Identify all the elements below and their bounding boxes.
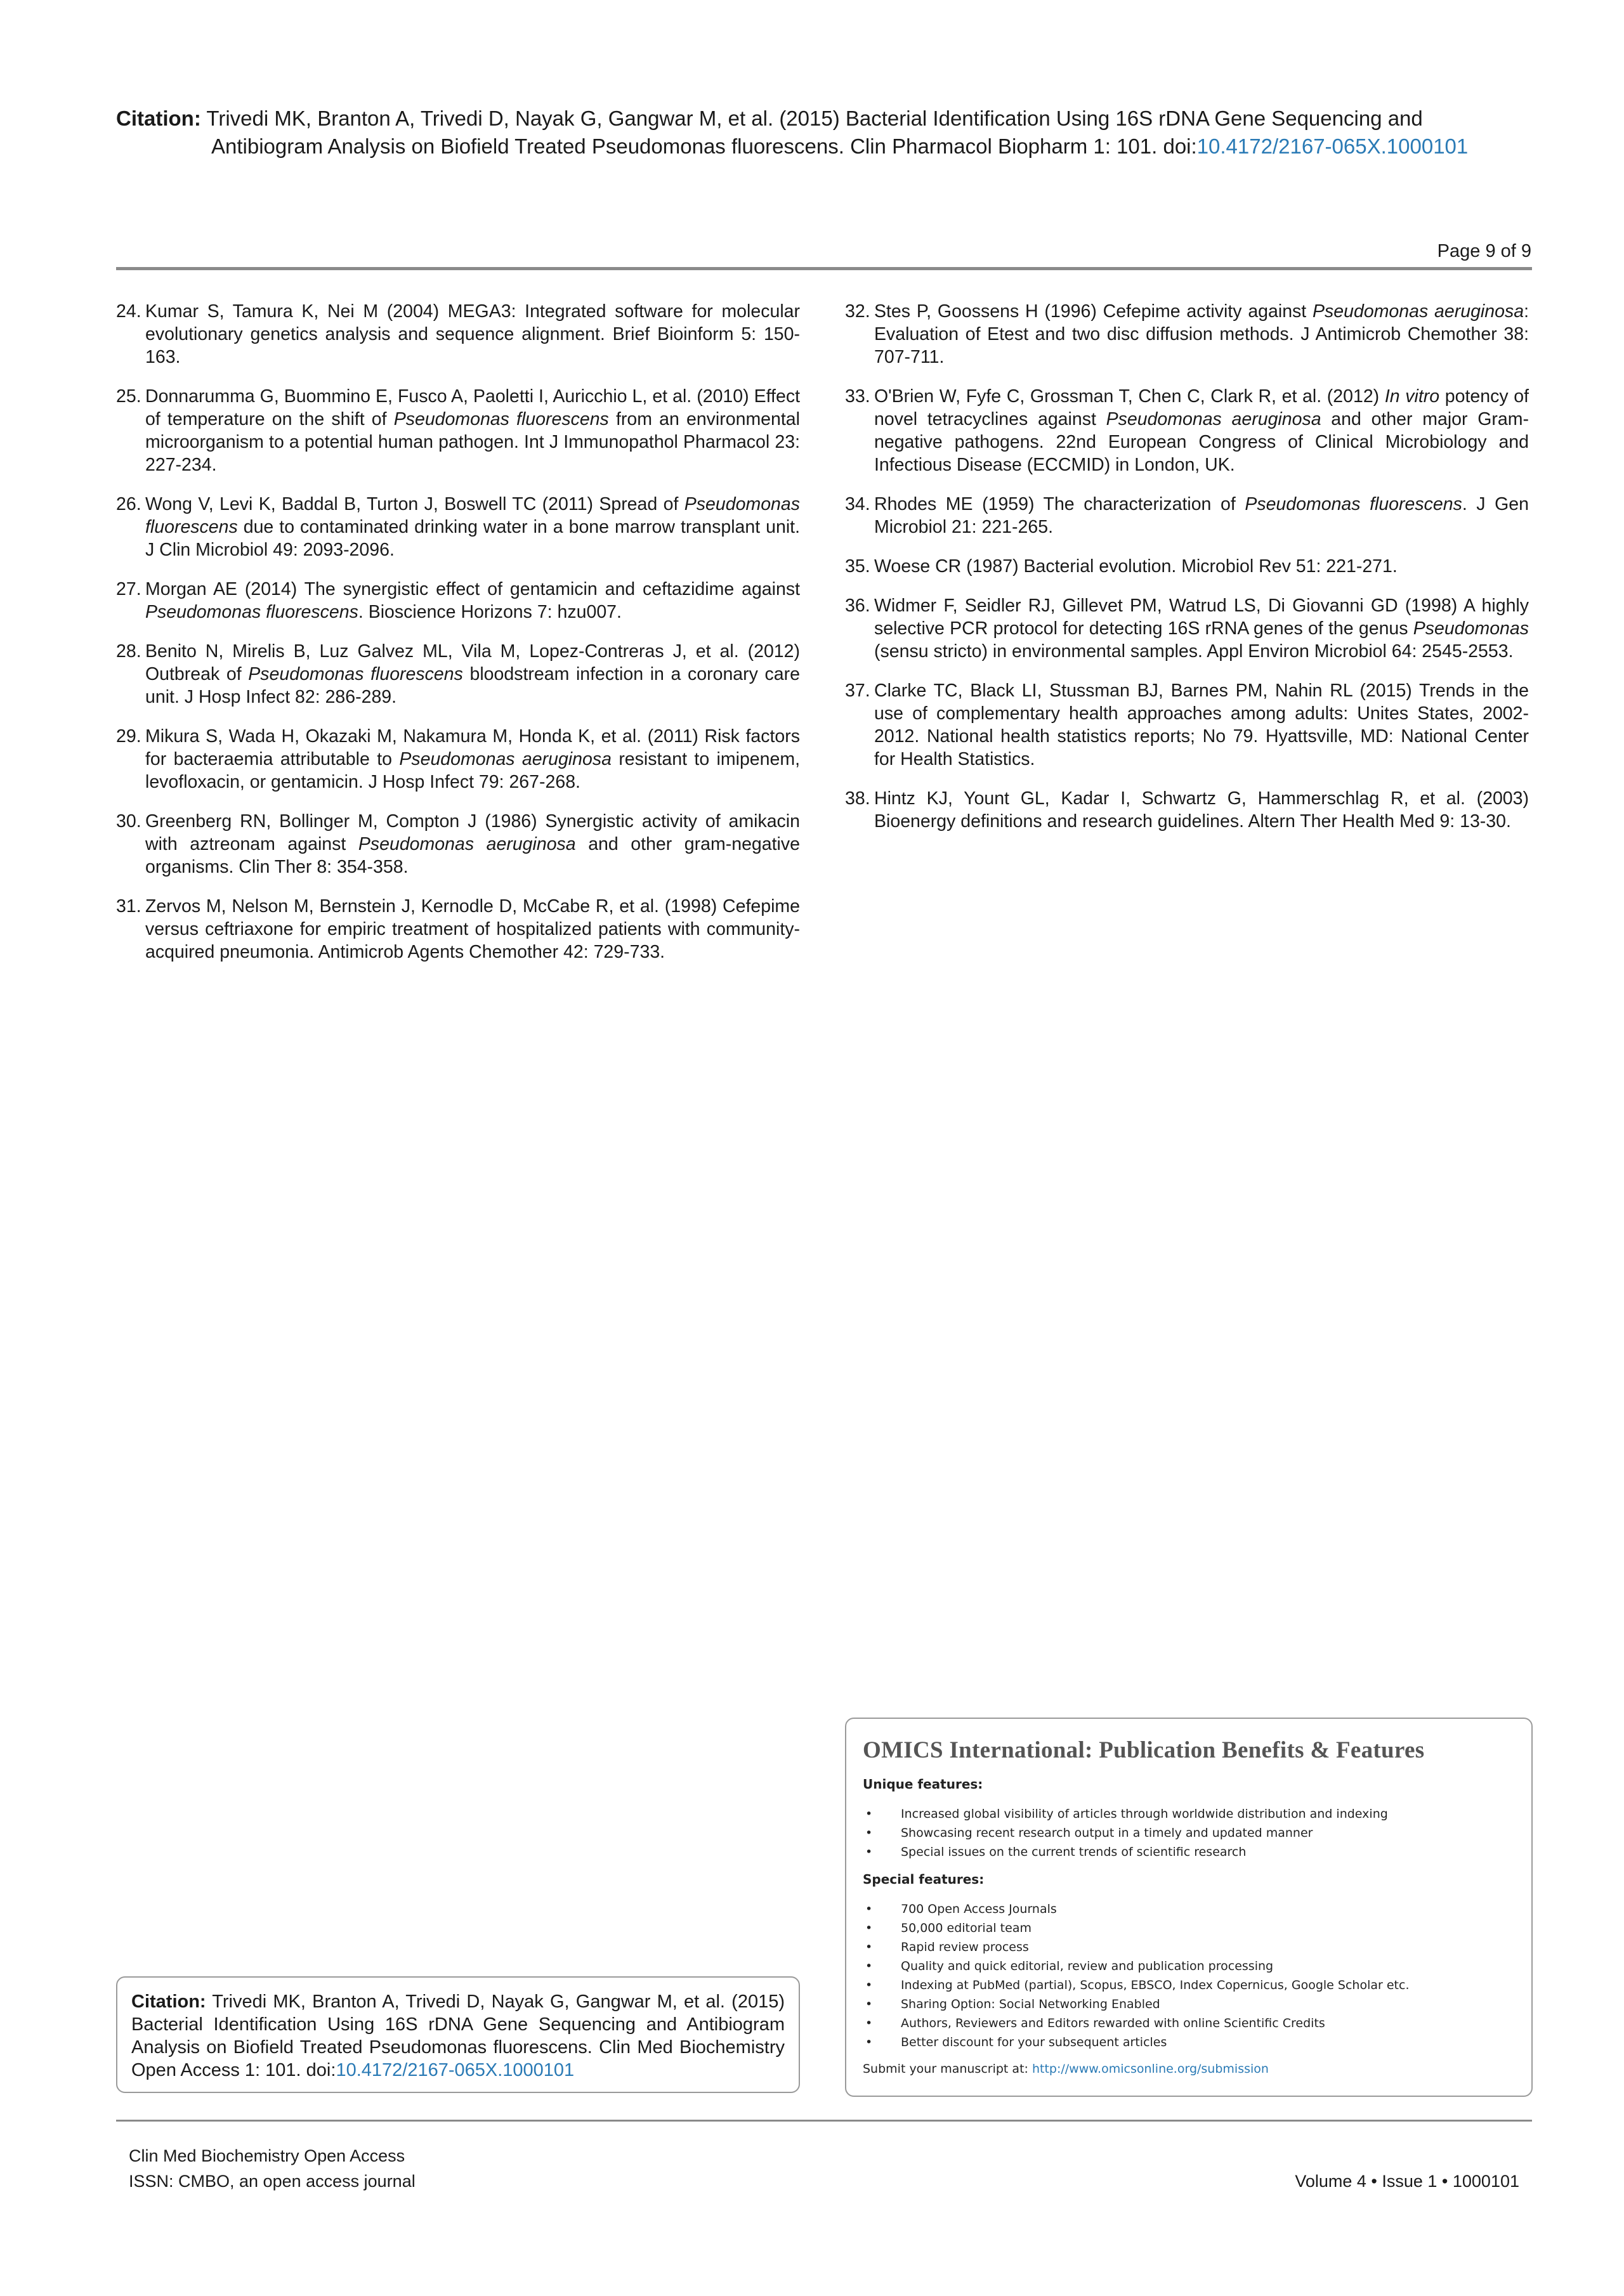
reference-text [145, 640, 800, 708]
reference-text [145, 385, 800, 476]
reference-number: 36. [845, 596, 870, 616]
feature-text: Special issues on the current trends of scientific research [901, 1845, 1247, 1859]
omics-benefits-box [845, 1718, 1533, 2097]
bullet-icon: • [865, 1902, 873, 1916]
reference-fragment: from an environmental microorganism to a potential human pathogen. Int J Immunopathol Pharmacol 23: 227-234. [145, 409, 800, 475]
feature-text: Better discount for your subsequent articles [901, 2035, 1167, 2049]
reference-fragment: : Evaluation of Etest and two disc diffusion methods. J Antimicrob Chemother 38: 707-711. [874, 301, 1529, 367]
reference-text [145, 578, 800, 623]
bullet-icon: • [865, 1997, 873, 2011]
species-name: Pseudomonas [1413, 618, 1529, 639]
reference-item [845, 385, 1529, 476]
reference-item [116, 493, 800, 561]
reference-item [116, 385, 800, 476]
reference-fragment: Widmer F, Seidler RJ, Gillevet PM, Watrud LS, Di Giovanni GD (1998) A highly selective PCR protocol for detecting 16S rRNA genes of the genus [874, 596, 1529, 639]
reference-text [874, 594, 1529, 663]
reference-fragment: Rhodes ME (1959) The characterization of [874, 494, 1245, 514]
submit-manuscript [863, 2062, 1515, 2076]
species-name: Pseudomonas fluorescens [393, 409, 609, 429]
feature-item [863, 2033, 1515, 2052]
reference-item [116, 810, 800, 878]
reference-item [845, 679, 1529, 771]
feature-item [863, 2014, 1515, 2033]
reference-text [145, 493, 800, 561]
reference-number: 34. [845, 494, 870, 514]
reference-fragment: . Bioscience Horizons 7: hzu007. [358, 602, 622, 622]
reference-fragment: O'Brien W, Fyfe C, Grossman T, Chen C, Clark R, et al. (2012) [874, 386, 1385, 407]
reference-text [874, 385, 1529, 476]
reference-fragment: Greenberg RN, Bollinger M, Compton J (1986) Synergistic activity of amikacin with aztreonam against [145, 811, 800, 854]
species-name: In vitro [1384, 386, 1440, 407]
reference-fragment: Stes P, Goossens H (1996) Cefepime activity against [874, 301, 1313, 322]
feature-text: 700 Open Access Journals [901, 1902, 1057, 1916]
reference-item [845, 555, 1529, 578]
citation-box-label: Citation: [131, 1992, 206, 2012]
reference-fragment: Mikura S, Wada H, Okazaki M, Nakamura M, Honda K, et al. (2011) Risk factors for bacteraemia attributable to [145, 726, 800, 769]
species-name: Pseudomonas fluorescens [248, 664, 463, 684]
reference-fragment: and other major Gram-negative pathogens. 22nd European Congress of Clinical Microbiology and Infectious Disease (ECCMID) in London, UK. [874, 409, 1529, 475]
footer-divider [116, 2120, 1532, 2122]
feature-text: Showcasing recent research output in a timely and updated manner [901, 1826, 1313, 1840]
reference-fragment: bloodstream infection in a coronary care unit. J Hosp Infect 82: 286-289. [145, 664, 800, 707]
reference-fragment: . J Gen Microbiol 21: 221-265. [874, 494, 1529, 537]
reference-number: 31. [116, 896, 141, 916]
feature-item [863, 1900, 1515, 1919]
citation-label: Citation: [116, 107, 201, 130]
species-name: Pseudomonas fluorescens [145, 494, 800, 537]
bullet-icon: • [865, 1807, 873, 1821]
feature-text: Rapid review process [901, 1940, 1029, 1954]
reference-fragment: Clarke TC, Black LI, Stussman BJ, Barnes PM, Nahin RL (2015) Trends in the use of complementary health approaches among adults: Unites States, 2002-2012. National health statistics reports; No 79. Hyattsville, MD: National Center for Health Statistics. [874, 681, 1529, 769]
reference-fragment: (sensu stricto) in environmental samples. Appl Environ Microbiol 64: 2545-2553. [874, 641, 1514, 662]
reference-text [145, 725, 800, 793]
page-number: Page 9 of 9 [1437, 241, 1531, 261]
citation-box [116, 1976, 800, 2093]
bullet-icon: • [865, 2016, 873, 2030]
bullet-icon: • [865, 2035, 873, 2049]
reference-number: 30. [116, 811, 141, 832]
reference-text [874, 300, 1529, 369]
reference-fragment: Wong V, Levi K, Baddal B, Turton J, Boswell TC (2011) Spread of [145, 494, 684, 514]
feature-item [863, 1995, 1515, 2014]
bullet-icon: • [865, 1959, 873, 1973]
reference-fragment: Donnarumma G, Buommino E, Fusco A, Paoletti I, Auricchio L, et al. (2010) Effect of temperature on the shift of [145, 386, 800, 429]
reference-fragment: Kumar S, Tamura K, Nei M (2004) MEGA3: Integrated software for molecular evolutionary genetics analysis and sequence alignment. Brief Bioinform 5: 150-163. [145, 301, 800, 367]
citation-box-doi-link[interactable]: 10.4172/2167-065X.1000101 [336, 2060, 575, 2080]
references-right-column [845, 300, 1529, 849]
bullet-icon: • [865, 1940, 873, 1954]
citation-box-text: Trivedi MK, Branton A, Trivedi D, Nayak G, Gangwar M, et al. (2015) Bacterial Identification Using 16S rDNA Gene Sequencing and Antibiogram Analysis on Biofield Treated Pseudomonas fluorescens. Clin Med Biochemistry Open Access 1: 101. doi: [131, 1992, 785, 2080]
reference-text [874, 555, 1529, 578]
header-citation [116, 105, 1532, 160]
reference-number: 28. [116, 641, 141, 662]
special-features-heading: Special features: [863, 1872, 985, 1887]
reference-number: 24. [116, 301, 141, 322]
footer-volume: Volume 4 • Issue 1 • 1000101 [1295, 2172, 1519, 2191]
feature-text: Quality and quick editorial, review and publication processing [901, 1959, 1274, 1973]
reference-item [845, 300, 1529, 369]
feature-text: 50,000 editorial team [901, 1921, 1031, 1935]
reference-number: 26. [116, 494, 141, 514]
references-left-column [116, 300, 800, 980]
reference-item [845, 594, 1529, 663]
reference-text [874, 679, 1529, 771]
feature-text: Indexing at PubMed (partial), Scopus, EBSCO, Index Copernicus, Google Scholar etc. [901, 1978, 1410, 1992]
reference-number: 37. [845, 681, 870, 701]
reference-item [116, 895, 800, 963]
reference-item [116, 578, 800, 623]
reference-number: 33. [845, 386, 870, 407]
species-name: Pseudomonas fluorescens [1245, 494, 1462, 514]
bullet-icon: • [865, 1978, 873, 1992]
unique-features-list [863, 1804, 1515, 1862]
submit-label: Submit your manuscript at: [863, 2062, 1032, 2076]
reference-number: 32. [845, 301, 870, 322]
reference-item [116, 725, 800, 793]
submit-url-link[interactable]: http://www.omicsonline.org/submission [1031, 2062, 1269, 2076]
species-name: Pseudomonas aeruginosa [1313, 301, 1524, 322]
feature-text: Authors, Reviewers and Editors rewarded with online Scientific Credits [901, 2016, 1325, 2030]
feature-text: Sharing Option: Social Networking Enabled [901, 1997, 1160, 2011]
citation-line2: Antibiogram Analysis on Biofield Treated Pseudomonas fluorescens. Clin Pharmacol Biopharm 1: 101. doi: [211, 134, 1197, 158]
reference-number: 27. [116, 579, 141, 599]
reference-item [116, 300, 800, 369]
feature-item [863, 1804, 1515, 1823]
species-name: Pseudomonas fluorescens [145, 602, 358, 622]
reference-item [845, 493, 1529, 538]
reference-fragment: Woese CR (1987) Bacterial evolution. Microbiol Rev 51: 221-271. [874, 556, 1398, 577]
feature-item [863, 1823, 1515, 1843]
reference-item [116, 640, 800, 708]
reference-text [874, 493, 1529, 538]
bullet-icon: • [865, 1921, 873, 1935]
reference-number: 25. [116, 386, 141, 407]
reference-fragment: and other gram-negative organisms. Clin Ther 8: 354-358. [145, 834, 800, 877]
footer-journal: Clin Med Biochemistry Open Access [129, 2146, 405, 2165]
species-name: Pseudomonas aeruginosa [1106, 409, 1321, 429]
reference-fragment: due to contaminated drinking water in a bone marrow transplant unit. J Clin Microbiol 49: 2093-2096. [145, 517, 800, 560]
reference-fragment: potency of novel tetracyclines against [874, 386, 1529, 429]
species-name: Pseudomonas aeruginosa [399, 749, 612, 769]
footer-issn: ISSN: CMBO, an open access journal [129, 2172, 416, 2191]
reference-text [145, 300, 800, 369]
header-divider [116, 267, 1532, 270]
reference-item [845, 787, 1529, 833]
feature-item [863, 1843, 1515, 1862]
reference-fragment: resistant to imipenem, levofloxacin, or gentamicin. J Hosp Infect 79: 267-268. [145, 749, 800, 792]
species-name: Pseudomonas aeruginosa [358, 834, 576, 854]
feature-text: Increased global visibility of articles through worldwide distribution and indexing [901, 1807, 1388, 1821]
reference-text [874, 787, 1529, 833]
unique-features-heading: Unique features: [863, 1777, 983, 1792]
reference-text [145, 810, 800, 878]
omics-title: OMICS International: Publication Benefits & Features [863, 1737, 1425, 1763]
reference-number: 29. [116, 726, 141, 747]
bullet-icon: • [865, 1826, 873, 1840]
reference-number: 38. [845, 788, 870, 809]
feature-item [863, 1919, 1515, 1938]
feature-item [863, 1938, 1515, 1957]
reference-fragment: Benito N, Mirelis B, Luz Galvez ML, Vila M, Lopez-Contreras J, et al. (2012) Outbreak of [145, 641, 800, 684]
reference-number: 35. [845, 556, 870, 577]
citation-line1: Trivedi MK, Branton A, Trivedi D, Nayak G, Gangwar M, et al. (2015) Bacterial Identification Using 16S rDNA Gene Sequencing and [206, 107, 1423, 130]
citation-doi-link[interactable]: 10.4172/2167-065X.1000101 [1196, 134, 1469, 158]
reference-fragment: Morgan AE (2014) The synergistic effect of gentamicin and ceftazidime against [145, 579, 800, 599]
reference-text [145, 895, 800, 963]
bullet-icon: • [865, 1845, 873, 1859]
reference-fragment: Zervos M, Nelson M, Bernstein J, Kernodle D, McCabe R, et al. (1998) Cefepime versus ceftriaxone for empiric treatment of hospitalized patients with community-acquired pneumonia. Antimicrob Agents Chemother 42: 729-733. [145, 896, 800, 962]
feature-item [863, 1957, 1515, 1976]
special-features-list [863, 1900, 1515, 2052]
feature-item [863, 1976, 1515, 1995]
reference-fragment: Hintz KJ, Yount GL, Kadar I, Schwartz G, Hammerschlag R, et al. (2003) Bioenergy definitions and research guidelines. Altern Ther Health Med 9: 13-30. [874, 788, 1529, 832]
